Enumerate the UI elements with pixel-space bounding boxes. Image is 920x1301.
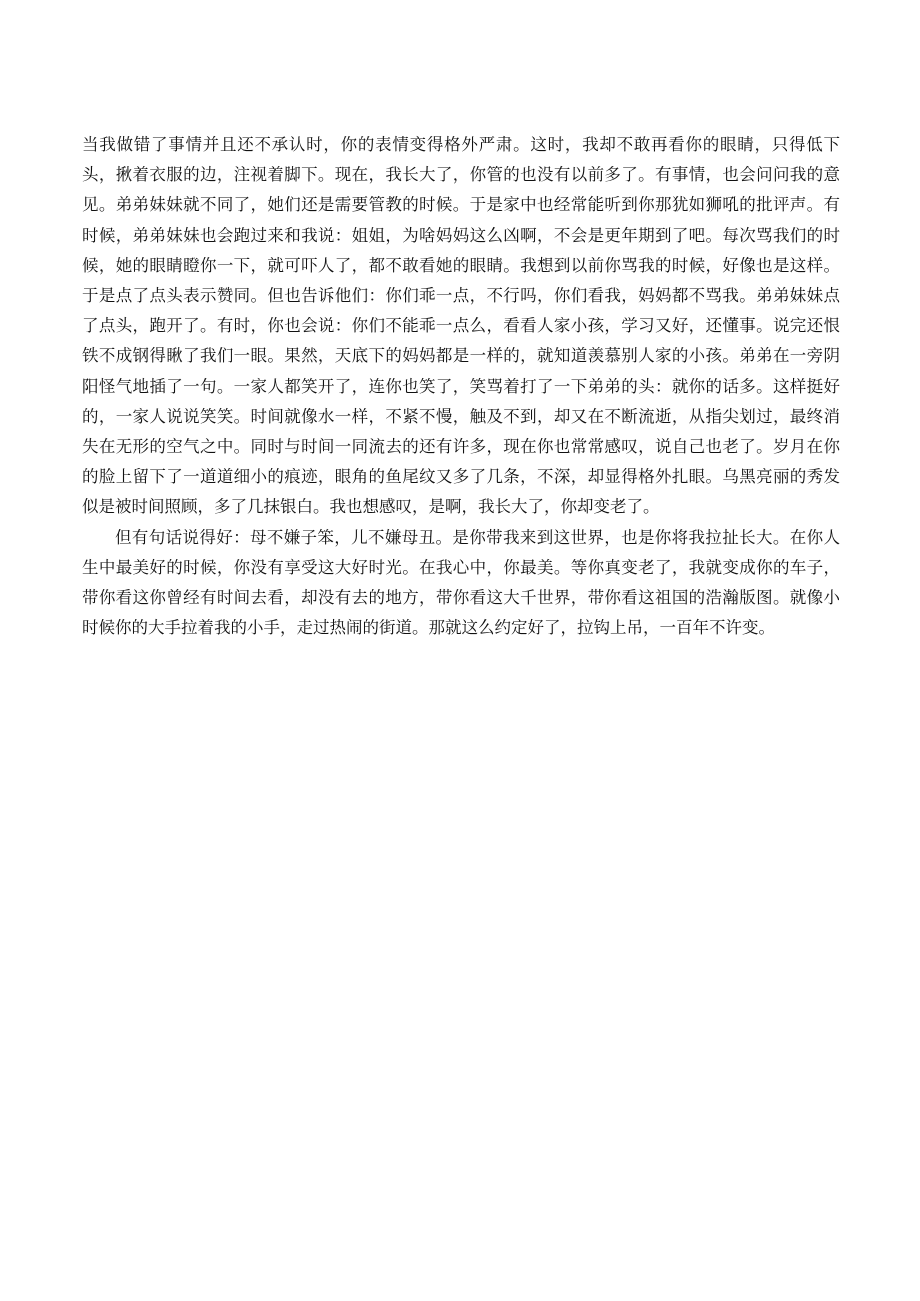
document-body [82,130,840,643]
paragraph-1: 当我做错了事情并且还不承认时，你的表情变得格外严肃。这时，我却不敢再看你的眼睛，只得低下头，揪着衣服的边，注视着脚下。现在，我长大了，你管的也没有以前多了。有事情，也会问问我的意见。弟弟妹妹就不同了，她们还是需要管教的时候。于是家中也经常能听到你那犹如狮吼的批评声。有时候，弟弟妹妹也会跑过来和我说：姐姐，为啥妈妈这么凶啊，不会是更年期到了吧。每次骂我们的时候，她的眼睛瞪你一下，就可吓人了，都不敢看她的眼睛。我想到以前你骂我的时候，好像也是这样。于是点了点头表示赞同。但也告诉他们：你们乖一点，不行吗，你们看我，妈妈都不骂我。弟弟妹妹点了点头，跑开了。有时，你也会说：你们不能乖一点么，看看人家小孩，学习又好，还懂事。说完还恨铁不成钢得瞅了我们一眼。果然，天底下的妈妈都是一样的，就知道羡慕别人家的小孩。弟弟在一旁阴阳怪气地插了一句。一家人都笑开了，连你也笑了，笑骂着打了一下弟弟的头：就你的话多。这样挺好的，一家人说说笑笑。时间就像水一样，不紧不慢，触及不到，却又在不断流逝，从指尖划过，最终消失在无形的空气之中。同时与时间一同流去的还有许多，现在你也常常感叹，说自己也老了。岁月在你的脸上留下了一道道细小的痕迹，眼角的鱼尾纹又多了几条，不深，却显得格外扎眼。乌黑亮丽的秀发似是被时间照顾，多了几抹银白。我也想感叹，是啊，我长大了，你却变老了。 [82,135,840,517]
paragraph-2: 但有句话说得好：母不嫌子笨，儿不嫌母丑。是你带我来到这世界，也是你将我拉扯长大。在你人生中最美好的时候，你没有享受这大好时光。在我心中，你最美。等你真变老了，我就变成你的车子，带你看这你曾经有时间去看，却没有去的地方，带你看这大千世界，带你看这祖国的浩瀚版图。就像小时候你的大手拉着我的小手，走过热闹的街道。那就这么约定好了，拉钩上吊，一百年不许变。 [82,527,840,638]
